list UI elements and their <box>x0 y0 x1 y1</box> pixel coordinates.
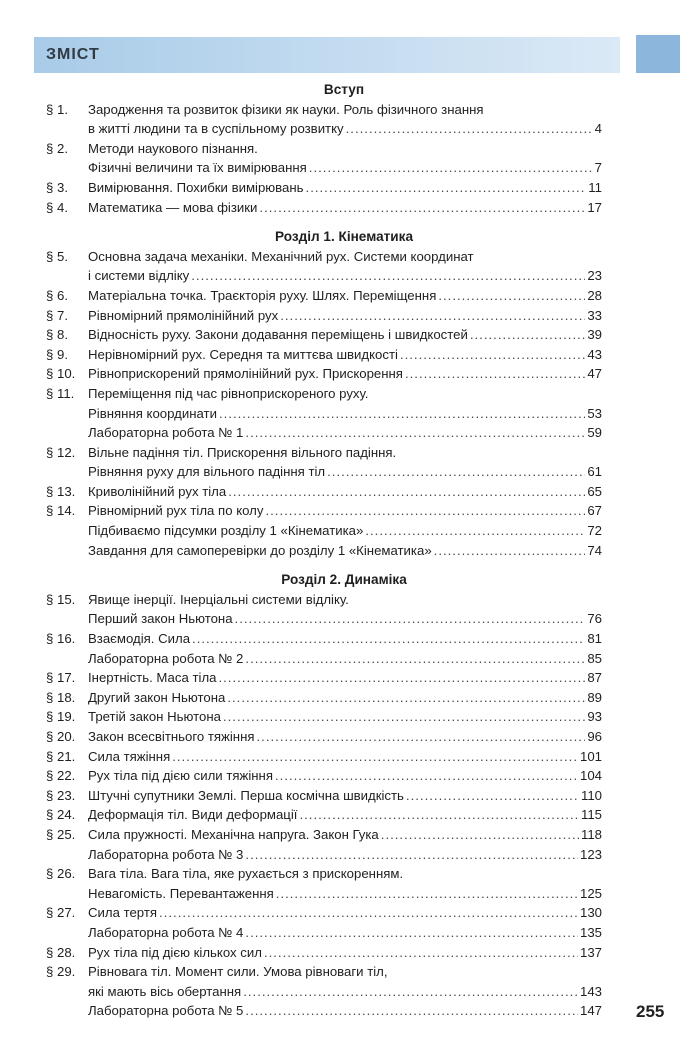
dot-leader <box>159 903 578 923</box>
dot-leader <box>275 766 578 786</box>
toc-entry[interactable] <box>46 139 602 178</box>
dot-leader <box>243 982 578 1002</box>
toc-line <box>46 884 602 904</box>
toc-page-number: 59 <box>587 425 602 441</box>
toc-entry-title: Лабораторна робота № 4 <box>88 924 244 940</box>
toc-line <box>46 364 602 384</box>
toc-entry[interactable] <box>46 364 602 384</box>
paragraph-number: § 4. <box>46 199 68 215</box>
dot-leader <box>245 649 585 669</box>
toc-page-number: 115 <box>580 807 602 823</box>
toc-page-number: 147 <box>579 1003 602 1019</box>
toc-entry[interactable] <box>46 306 602 326</box>
toc-line <box>46 541 602 561</box>
paragraph-number: § 3. <box>46 179 68 195</box>
section-heading: Розділ 2. Динаміка <box>281 572 407 588</box>
toc-line <box>46 384 602 404</box>
toc-entry[interactable] <box>46 178 602 198</box>
toc-entry[interactable] <box>46 747 602 767</box>
paragraph-number: § 1. <box>46 101 68 117</box>
toc-entry-title: Явище інерції. Інерціальні системи відліку. <box>88 591 349 607</box>
toc-entry[interactable] <box>46 629 602 668</box>
toc-line <box>46 962 602 982</box>
toc-entry-title: Зародження та розвиток фізики як науки. Роль фізичного знання <box>88 101 484 117</box>
section-heading: Вступ <box>323 82 365 97</box>
toc-page-number: 65 <box>587 483 602 499</box>
toc-page-number: 93 <box>587 709 602 725</box>
toc-line <box>46 501 602 521</box>
dot-leader <box>306 178 587 198</box>
toc-entry-title: Нерівномірний рух. Середня та миттєва швидкості <box>88 346 398 362</box>
toc-entry-title: Основна задача механіки. Механічний рух. Системи координат <box>88 248 474 264</box>
toc-entry[interactable] <box>46 198 602 218</box>
paragraph-number: § 6. <box>46 287 68 303</box>
header-bar <box>34 37 620 73</box>
toc-line <box>46 649 602 669</box>
toc-line <box>46 100 602 120</box>
toc-line <box>46 747 602 767</box>
dot-leader <box>245 1001 578 1021</box>
toc-page-number: 33 <box>587 307 602 323</box>
paragraph-number: § 16. <box>46 631 76 647</box>
paragraph-number: § 27. <box>46 905 76 921</box>
paragraph-number: § 23. <box>46 787 76 803</box>
toc-line <box>46 404 602 424</box>
toc-page-number: 89 <box>587 689 602 705</box>
toc-entry[interactable] <box>46 903 602 942</box>
toc-entry-title: Сила тяжіння <box>88 748 171 764</box>
toc-entry-title: які мають вісь обертання <box>88 983 242 999</box>
toc-entry-title: Переміщення під час рівноприскореного руху. <box>88 385 369 401</box>
dot-leader <box>219 404 585 424</box>
toc-line <box>46 805 602 825</box>
toc-entry[interactable] <box>46 962 602 1021</box>
dot-leader <box>172 747 578 767</box>
toc-entry-title: Рівняння координати <box>88 405 217 421</box>
toc-line <box>46 982 602 1002</box>
toc-line <box>46 247 602 267</box>
toc-line <box>46 266 602 286</box>
toc-page-number: 123 <box>579 846 602 862</box>
toc-entry[interactable] <box>46 688 602 708</box>
toc-line <box>46 668 602 688</box>
toc-entry-title: Лабораторна робота № 2 <box>88 650 244 666</box>
toc-page-number: 47 <box>587 366 602 382</box>
toc-page-number: 53 <box>587 405 602 421</box>
toc-entry[interactable] <box>46 345 602 365</box>
paragraph-number: § 20. <box>46 729 76 744</box>
toc-page-number: 72 <box>587 523 602 539</box>
toc-line <box>46 178 602 198</box>
dot-leader <box>259 198 585 218</box>
toc-page-number: 11 <box>588 179 602 195</box>
toc-entry-title: і системи відліку <box>88 268 190 284</box>
toc-entry-title: Штучні супутники Землі. Перша космічна швидкість <box>88 787 404 803</box>
toc-entry[interactable] <box>46 766 602 786</box>
paragraph-number: § 19. <box>46 709 76 725</box>
paragraph-number: § 22. <box>46 768 76 784</box>
toc-page-number: 130 <box>579 905 602 921</box>
toc-entry[interactable] <box>46 100 602 139</box>
paragraph-number: § 21. <box>46 748 76 764</box>
toc-line <box>46 825 602 845</box>
toc-line <box>46 727 602 747</box>
toc-entry[interactable] <box>46 482 602 502</box>
toc-entry[interactable] <box>46 727 602 747</box>
toc-line <box>46 119 602 139</box>
toc-entry-title: Методи наукового пізнання. <box>88 140 258 156</box>
toc-page-number: 137 <box>579 944 602 960</box>
toc-page-number: 81 <box>587 631 602 647</box>
toc-page-number: 104 <box>579 768 602 784</box>
toc-line <box>46 482 602 502</box>
dot-leader <box>192 629 585 649</box>
toc-page-number: 87 <box>587 670 602 686</box>
page-title: ЗМІСТ <box>46 46 100 63</box>
toc-entry[interactable] <box>46 443 602 482</box>
section-heading: Розділ 1. Кінематика <box>274 229 414 245</box>
toc-entry[interactable] <box>46 864 602 903</box>
toc-entry[interactable] <box>46 707 602 727</box>
dot-leader <box>276 884 578 904</box>
paragraph-number: § 11. <box>46 385 75 401</box>
paragraph-number: § 17. <box>46 670 76 686</box>
dot-leader <box>227 688 585 708</box>
dot-leader <box>264 943 578 963</box>
toc-entry-title: Рух тіла під дією кількох сил <box>88 944 262 960</box>
toc-entry-title: Невагомість. Перевантаження <box>88 885 274 901</box>
toc-entry-title: Вільне падіння тіл. Прискорення вільного падіння. <box>88 444 397 460</box>
toc-line <box>46 462 602 482</box>
dot-leader <box>346 119 593 139</box>
toc-entry[interactable] <box>46 943 602 963</box>
dot-leader <box>327 462 585 482</box>
dot-leader <box>381 825 579 845</box>
toc-entry[interactable] <box>46 247 602 286</box>
toc-entry[interactable] <box>46 325 602 345</box>
toc-page-number: 4 <box>594 121 602 137</box>
dot-leader <box>265 501 585 521</box>
toc-line <box>46 198 602 218</box>
paragraph-number: § 12. <box>46 444 76 460</box>
toc-entry-title: Фізичні величини та їх вимірювання <box>88 160 307 176</box>
toc-entry-title: Третій закон Ньютона <box>88 709 221 725</box>
toc-entry-title: Рух тіла під дією сили тяжіння <box>88 768 273 784</box>
toc-page-number: 23 <box>587 268 602 284</box>
toc-entry[interactable] <box>46 501 602 560</box>
toc-entry-title: Лабораторна робота № 3 <box>88 846 244 862</box>
toc-entry-title: Інертність. Маса тіла <box>88 670 217 686</box>
dot-leader <box>218 668 585 688</box>
dot-leader <box>434 541 586 561</box>
dot-leader <box>470 325 585 345</box>
toc-entry-title: Закон всесвітнього тяжіння <box>88 729 255 744</box>
paragraph-number: § 8. <box>46 327 68 343</box>
toc-entry-title: Рівновага тіл. Момент сили. Умова рівноваги тіл, <box>88 964 388 980</box>
toc-entry-title: Математика — мова фізики <box>88 199 258 215</box>
toc-page-number: 96 <box>587 729 602 744</box>
toc-entry-title: Рівноприскорений прямолінійний рух. Прискорення <box>88 366 403 382</box>
header-tab-block <box>636 35 680 73</box>
toc-line <box>46 688 602 708</box>
paragraph-number: § 25. <box>46 826 76 842</box>
toc-entry-title: Криволінійний рух тіла <box>88 483 227 499</box>
toc-page-number: 85 <box>587 650 602 666</box>
toc-line <box>46 345 602 365</box>
paragraph-number: § 29. <box>46 964 76 980</box>
toc-page-number: 17 <box>587 199 602 215</box>
dot-leader <box>223 707 585 727</box>
toc-entry-title: Перший закон Ньютона <box>88 611 233 627</box>
page-number: 255 <box>636 1002 665 1021</box>
toc-line <box>46 590 602 610</box>
toc-line <box>46 158 602 178</box>
toc-line <box>46 943 602 963</box>
toc-entry-title: в житті людини та в суспільному розвитку <box>88 121 344 137</box>
toc-entry-title: Рівняння руху для вільного падіння тіл <box>88 464 326 480</box>
toc-entry-title: Вага тіла. Вага тіла, яке рухається з прискоренням. <box>88 866 404 882</box>
toc-entry-title: Другий закон Ньютона <box>88 689 226 705</box>
paragraph-number: § 28. <box>46 944 76 960</box>
toc-page-number: 39 <box>587 327 602 343</box>
dot-leader <box>228 482 585 502</box>
toc-line <box>46 629 602 649</box>
toc-page-number: 101 <box>579 748 602 764</box>
paragraph-number: § 26. <box>46 866 76 882</box>
toc-line <box>46 306 602 326</box>
toc-entry[interactable] <box>46 590 602 629</box>
paragraph-number: § 7. <box>46 307 68 323</box>
toc-entry[interactable] <box>46 805 602 825</box>
toc-entry-title: Взаємодія. Сила <box>88 631 191 647</box>
paragraph-number: § 5. <box>46 248 68 264</box>
dot-leader <box>235 609 586 629</box>
toc-entry-title: Рівномірний прямолінійний рух <box>88 307 279 323</box>
toc-page-number: 143 <box>579 983 602 999</box>
toc-line <box>46 903 602 923</box>
toc-line <box>46 1001 602 1021</box>
toc-line <box>46 786 602 806</box>
toc-line <box>46 707 602 727</box>
toc-line <box>46 325 602 345</box>
toc-page-number: 135 <box>579 924 602 940</box>
toc-line <box>46 766 602 786</box>
dot-leader <box>245 423 585 443</box>
toc-entry-title: Відносність руху. Закони додавання переміщень і швидкостей <box>88 327 468 343</box>
toc-page-number: 125 <box>579 885 602 901</box>
dot-leader <box>400 345 585 365</box>
toc-entry-title: Рівномірний рух тіла по колу <box>88 503 264 519</box>
toc-entry[interactable] <box>46 786 602 806</box>
dot-leader <box>309 158 593 178</box>
toc-entry-title: Вимірювання. Похибки вимірювань <box>88 179 304 195</box>
toc-page-number: 7 <box>594 160 602 176</box>
toc-entry-title: Лабораторна робота № 5 <box>88 1003 244 1019</box>
toc-line <box>46 923 602 943</box>
toc-entry-title: Матеріальна точка. Траєкторія руху. Шлях. Переміщення <box>88 287 437 303</box>
toc-line <box>46 286 602 306</box>
toc-line <box>46 521 602 541</box>
toc-entry-title: Підбиваємо підсумки розділу 1 «Кінематика» <box>88 523 364 539</box>
dot-leader <box>257 727 586 747</box>
toc-page-number: 43 <box>587 346 602 362</box>
toc-entry[interactable] <box>46 668 602 688</box>
toc-page-number: 76 <box>587 611 602 627</box>
toc-entry[interactable] <box>46 384 602 443</box>
toc-page-number: 28 <box>587 287 602 303</box>
toc-entry-title: Завдання для самоперевірки до розділу 1 «Кінематика» <box>88 542 432 558</box>
toc-line <box>46 845 602 865</box>
dot-leader <box>406 786 579 806</box>
toc-page-number: 61 <box>587 464 602 480</box>
toc-page-number: 67 <box>587 503 602 519</box>
toc-page-number: 118 <box>580 826 602 842</box>
dot-leader <box>299 805 579 825</box>
dot-leader <box>365 521 585 541</box>
paragraph-number: § 15. <box>46 591 76 607</box>
toc-line <box>46 609 602 629</box>
dot-leader <box>191 266 585 286</box>
toc-entry-title: Деформація тіл. Види деформації <box>88 807 298 823</box>
paragraph-number: § 2. <box>46 140 68 156</box>
toc-entry[interactable] <box>46 286 602 306</box>
dot-leader <box>405 364 585 384</box>
toc-entry[interactable] <box>46 825 602 864</box>
paragraph-number: § 10. <box>46 366 76 382</box>
paragraph-number: § 14. <box>46 503 76 519</box>
toc-entry-title: Лабораторна робота № 1 <box>88 425 244 441</box>
toc-page-number: 74 <box>587 542 602 558</box>
table-of-contents <box>46 80 602 1021</box>
dot-leader <box>245 923 578 943</box>
toc-line <box>46 443 602 463</box>
dot-leader <box>245 845 578 865</box>
toc-line <box>46 139 602 159</box>
dot-leader <box>438 286 585 306</box>
paragraph-number: § 9. <box>46 346 68 362</box>
paragraph-number: § 13. <box>46 483 76 499</box>
toc-entry-title: Сила тертя <box>88 905 158 921</box>
toc-line <box>46 423 602 443</box>
dot-leader <box>280 306 585 326</box>
toc-line <box>46 864 602 884</box>
paragraph-number: § 24. <box>46 807 76 823</box>
toc-entry-title: Сила пружності. Механічна напруга. Закон Гука <box>88 826 379 842</box>
paragraph-number: § 18. <box>46 689 76 705</box>
toc-page-number: 110 <box>580 787 602 803</box>
